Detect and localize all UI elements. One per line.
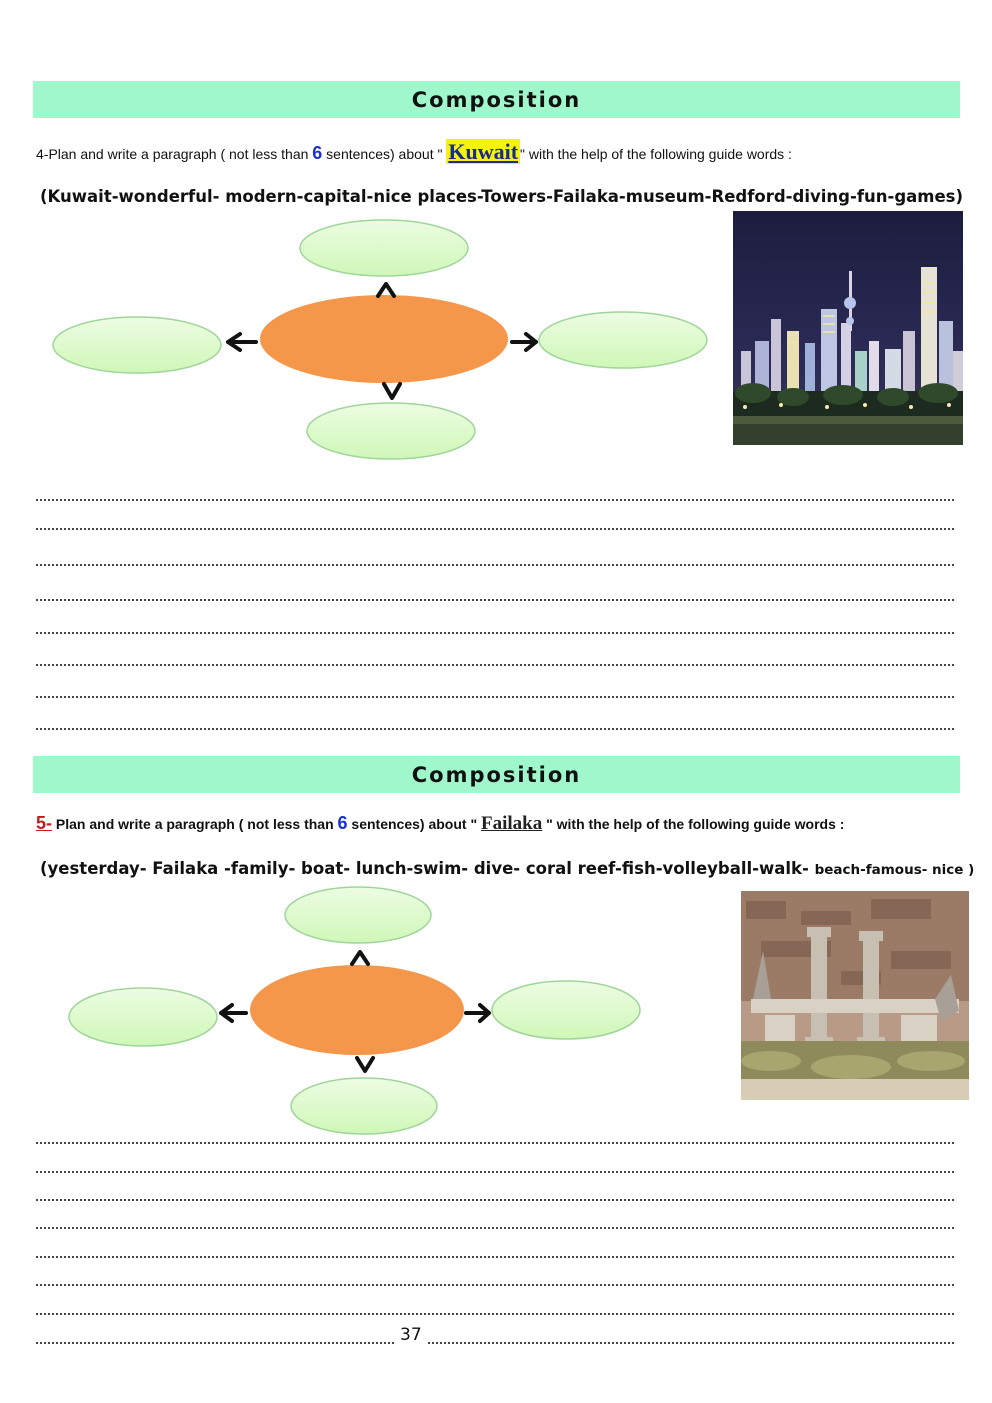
writing-line[interactable] [36, 516, 954, 530]
guide-words-2-small: beach-famous- nice ) [814, 862, 975, 878]
writing-line[interactable] [36, 1244, 954, 1258]
mind-map-2-top-oval[interactable] [285, 887, 431, 943]
mind-map-1-left-oval[interactable] [53, 317, 221, 373]
sentence-count-2: 6 [337, 813, 348, 833]
mind-map-2-left-oval[interactable] [69, 988, 217, 1046]
arrow-left-icon [221, 1005, 246, 1021]
mind-map-1-right-oval[interactable] [539, 312, 707, 368]
topic-failaka: Failaka [481, 813, 543, 834]
writing-line[interactable] [36, 1301, 954, 1315]
topic-kuwait: Kuwait [448, 139, 519, 164]
mind-map-2-right-oval[interactable] [492, 981, 640, 1039]
arrow-down-icon [357, 1058, 373, 1071]
mind-map-2-bottom-oval[interactable] [291, 1078, 437, 1134]
arrow-left-icon [228, 334, 256, 350]
instruction-1-pre: 4-Plan and write a paragraph ( not less than [36, 146, 313, 162]
writing-line[interactable] [36, 1130, 954, 1144]
instruction-2-mid: sentences) about " [347, 816, 481, 832]
page-number: 37 [396, 1325, 426, 1345]
mind-map-2-center-oval[interactable] [248, 963, 466, 1057]
sentence-count-1: 6 [312, 143, 323, 163]
mind-map-2 [69, 887, 640, 1134]
instruction-2-post: " with the help of the following guide words : [542, 816, 845, 832]
arrow-right-icon [466, 1005, 489, 1021]
writing-line[interactable] [36, 587, 954, 601]
writing-line[interactable] [36, 1330, 954, 1344]
instruction-1-mid: sentences) about " [322, 146, 447, 162]
writing-line[interactable] [36, 1272, 954, 1286]
arrow-right-icon [512, 334, 536, 350]
writing-line[interactable] [36, 1159, 954, 1173]
mind-map-1 [53, 220, 707, 459]
instruction-2 [36, 813, 844, 835]
writing-line[interactable] [36, 1215, 954, 1229]
mind-map-1-center-oval[interactable] [258, 293, 510, 385]
writing-line[interactable] [36, 487, 954, 501]
kuwait-skyline-photo [733, 211, 963, 445]
composition-banner-1: Composition [33, 81, 960, 118]
guide-words-2 [40, 859, 974, 878]
mind-map-1-top-oval[interactable] [300, 220, 468, 276]
composition-banner-2: Composition [33, 756, 960, 793]
writing-line[interactable] [36, 652, 954, 666]
mind-map-1-bottom-oval[interactable] [307, 403, 475, 459]
question-number-5: 5- [36, 813, 53, 833]
writing-line[interactable] [36, 1187, 954, 1201]
guide-words-2-main: (yesterday- Failaka -family- boat- lunch-swim- dive- coral reef-fish-volleyball-walk- [40, 859, 815, 878]
instruction-1-post: " with the help of the following guide words : [520, 146, 792, 162]
guide-words-1: (Kuwait-wonderful- modern-capital-nice places-Towers-Failaka-museum-Redford-diving-fun-games) [40, 187, 964, 206]
writing-line[interactable] [36, 716, 954, 730]
failaka-ruins-photo [741, 891, 969, 1100]
instruction-2-pre: Plan and write a paragraph ( not less than [52, 816, 338, 832]
writing-line[interactable] [36, 684, 954, 698]
writing-line[interactable] [36, 620, 954, 634]
writing-line[interactable] [36, 552, 954, 566]
